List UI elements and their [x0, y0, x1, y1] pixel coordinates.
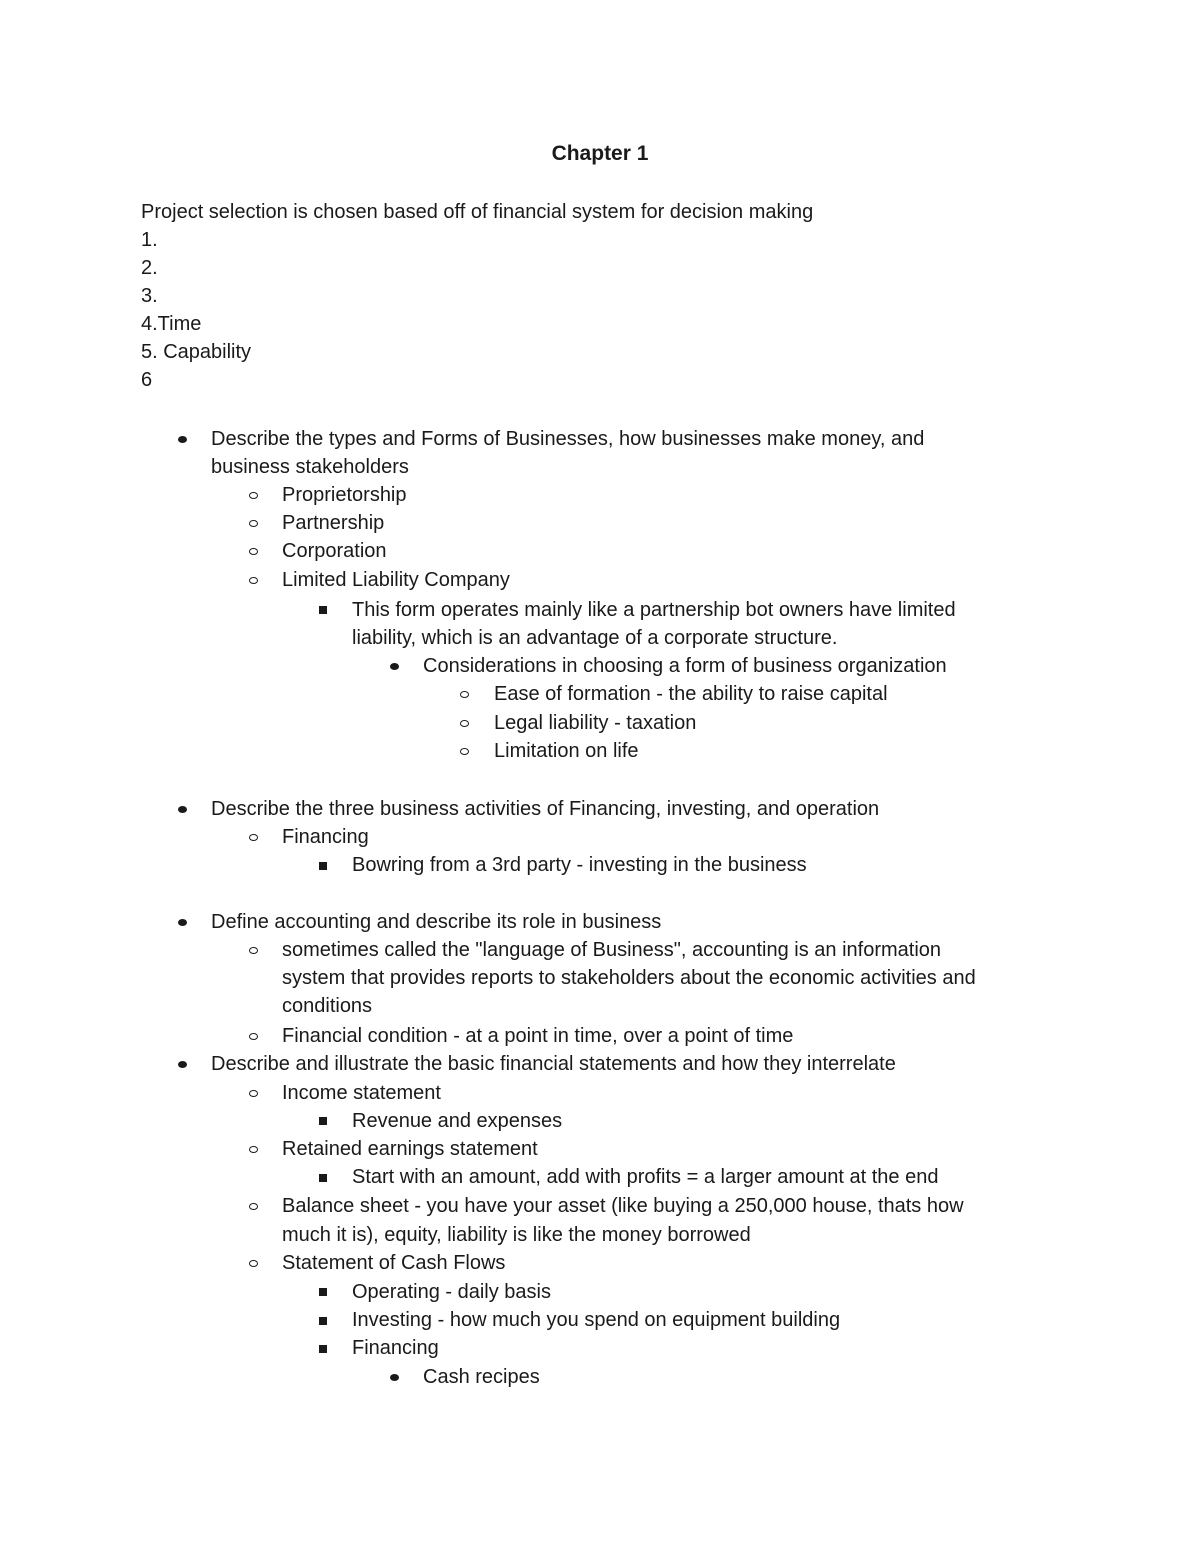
bullet-circle-icon — [249, 520, 258, 527]
bullet-circle-icon — [249, 1203, 258, 1210]
list-item: Financing — [282, 826, 369, 848]
list-item: Limited Liability Company — [282, 569, 510, 591]
section-heading: Describe the three business activities of Financing, investing, and operation — [211, 798, 880, 820]
bullet-circle-icon — [460, 748, 469, 755]
list-item: Retained earnings statement — [282, 1138, 538, 1160]
numbered-item: 1. — [141, 229, 158, 251]
list-item: Proprietorship — [282, 484, 407, 506]
list-item: sometimes called the "language of Business", accounting is an information — [282, 939, 942, 961]
bullet-square-icon — [319, 1317, 327, 1325]
list-item-cont: conditions — [282, 995, 373, 1017]
bullet-dot-icon — [178, 806, 187, 813]
list-item: Cash recipes — [423, 1366, 540, 1388]
bullet-circle-icon — [249, 1033, 258, 1040]
bullet-square-icon — [319, 1117, 327, 1125]
numbered-item: 6 — [141, 369, 153, 391]
numbered-item: 5. Capability — [141, 341, 252, 363]
bullet-dot-icon — [390, 663, 399, 670]
numbered-item: 2. — [141, 257, 158, 279]
list-item: Limitation on life — [494, 740, 639, 762]
list-item-cont: much it is), equity, liability is like the money borrowed — [282, 1224, 751, 1246]
intro-text: Project selection is chosen based off of financial system for decision making — [141, 201, 814, 223]
bullet-square-icon — [319, 1345, 327, 1353]
section-heading: Describe the types and Forms of Businesses, how businesses make money, and — [211, 428, 925, 450]
bullet-square-icon — [319, 862, 327, 870]
page-title: Chapter 1 — [551, 142, 649, 165]
bullet-circle-icon — [249, 492, 258, 499]
bullet-dot-icon — [178, 436, 187, 443]
list-item: Revenue and expenses — [352, 1110, 563, 1132]
list-item-cont: system that provides reports to stakeholders about the economic activities and — [282, 967, 976, 989]
section-heading: Describe and illustrate the basic financial statements and how they interrelate — [211, 1053, 896, 1075]
bullet-dot-icon — [390, 1374, 399, 1381]
list-item: Partnership — [282, 512, 385, 534]
bullet-circle-icon — [460, 691, 469, 698]
bullet-circle-icon — [460, 720, 469, 727]
numbered-item: 3. — [141, 285, 158, 307]
numbered-item: 4.Time — [141, 313, 202, 335]
bullet-circle-icon — [249, 947, 258, 954]
list-item: Start with an amount, add with profits = a larger amount at the end — [352, 1166, 939, 1188]
bullet-circle-icon — [249, 1146, 258, 1153]
list-item: Statement of Cash Flows — [282, 1252, 506, 1274]
list-item: Considerations in choosing a form of business organization — [423, 655, 947, 677]
list-item-cont: liability, which is an advantage of a corporate structure. — [352, 627, 838, 649]
list-item: Balance sheet - you have your asset (like buying a 250,000 house, thats how — [282, 1195, 964, 1217]
bullet-circle-icon — [249, 548, 258, 555]
list-item: Operating - daily basis — [352, 1281, 551, 1303]
list-item: This form operates mainly like a partnership bot owners have limited — [352, 599, 956, 621]
bullet-circle-icon — [249, 834, 258, 841]
bullet-dot-icon — [178, 1061, 187, 1068]
bullet-circle-icon — [249, 1090, 258, 1097]
list-item: Financial condition - at a point in time, over a point of time — [282, 1025, 794, 1047]
bullet-square-icon — [319, 1174, 327, 1182]
list-item: Income statement — [282, 1082, 441, 1104]
list-item: Investing - how much you spend on equipment building — [352, 1309, 841, 1331]
bullet-circle-icon — [249, 577, 258, 584]
list-item: Bowring from a 3rd party - investing in the business — [352, 854, 807, 876]
list-item: Corporation — [282, 540, 387, 562]
list-item: Ease of formation - the ability to raise capital — [494, 683, 888, 705]
list-item: Legal liability - taxation — [494, 712, 697, 734]
section-heading-cont: business stakeholders — [211, 456, 409, 478]
bullet-square-icon — [319, 606, 327, 614]
bullet-square-icon — [319, 1288, 327, 1296]
bullet-dot-icon — [178, 919, 187, 926]
list-item: Financing — [352, 1337, 439, 1359]
bullet-circle-icon — [249, 1260, 258, 1267]
section-heading: Define accounting and describe its role in business — [211, 911, 662, 933]
